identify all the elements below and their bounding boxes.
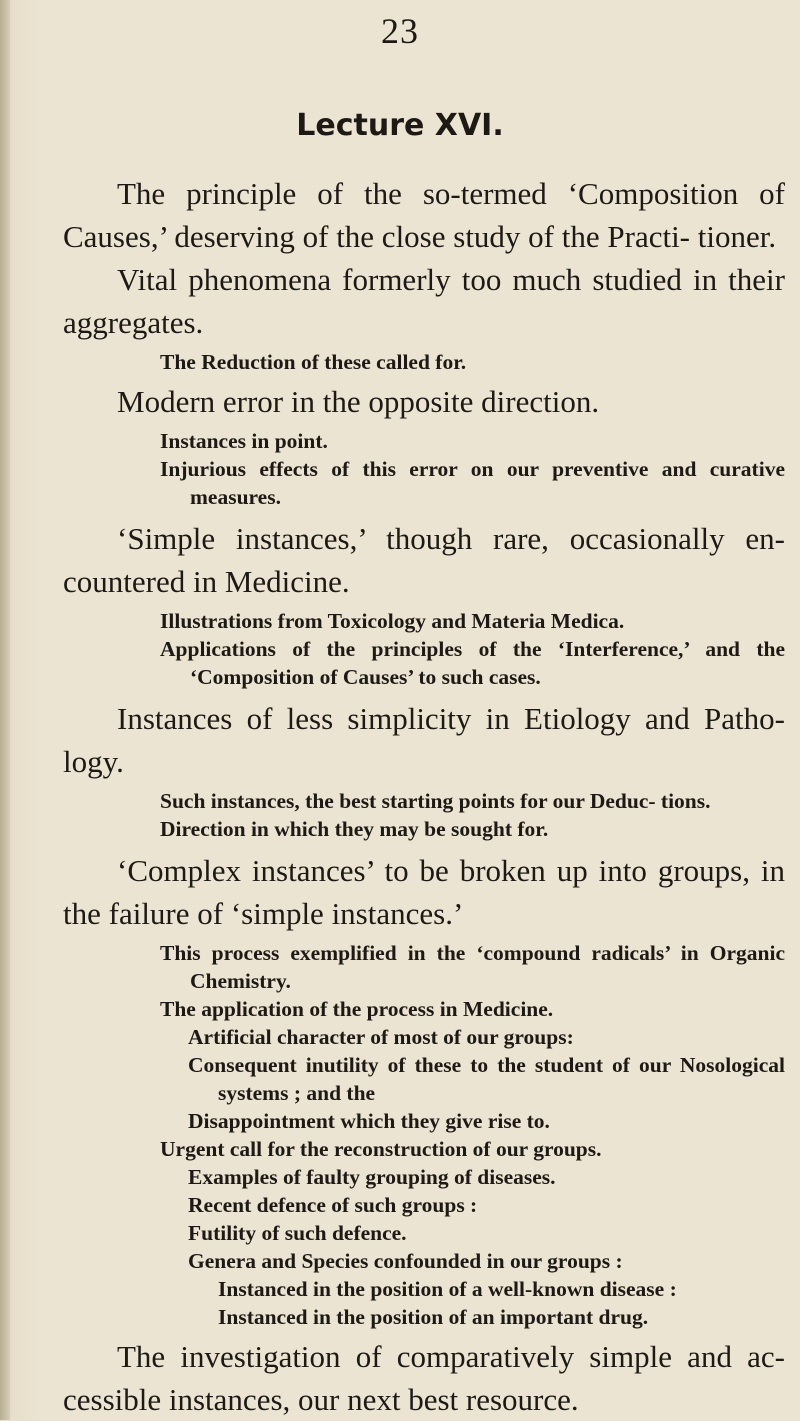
summary-subitem: Applications of the principles of the ‘Interference,’ and the ‘Composition of Causes’ to such cases. [160, 637, 785, 689]
summary-subitem: Disappointment which they give rise to. [188, 1109, 550, 1133]
summary-paragraph: Vital phenomena formerly too much studied in their aggregates. [63, 262, 785, 340]
page-number: 23 [381, 11, 419, 51]
summary-paragraph: The principle of the so-termed ‘Composition of Causes,’ deserving of the close study of the Practi- tioner. [63, 176, 785, 254]
summary-subitem: Such instances, the best starting points for our Deduc- tions. [160, 789, 711, 813]
summary-subitem: Urgent call for the reconstruction of our groups. [160, 1137, 602, 1161]
summary-subitem: Instanced in the position of an important drug. [218, 1305, 649, 1329]
summary-paragraph: Instances of less simplicity in Etiology and Patho- logy. [63, 701, 785, 779]
summary-subitem: Examples of faulty grouping of diseases. [188, 1165, 556, 1189]
summary-subitem: Illustrations from Toxicology and Materia Medica. [160, 609, 625, 633]
summary-subitem: Instanced in the position of a well-known disease : [218, 1277, 677, 1301]
summary-paragraph: The investigation of comparatively simple and ac- cessible instances, our next best resource. [63, 1339, 785, 1417]
summary-subitem: The Reduction of these called for. [160, 350, 467, 374]
summary-subitem: Instances in point. [160, 429, 328, 453]
summary-subitem: Genera and Species confounded in our groups : [188, 1249, 623, 1273]
summary-paragraph: Modern error in the opposite direction. [117, 384, 600, 419]
page-spine-shadow [0, 0, 10, 1420]
lecture-summary [63, 172, 785, 1421]
summary-subitem: Direction in which they may be sought for. [160, 817, 549, 841]
summary-subitem: This process exemplified in the ‘compound radicals’ in Organic Chemistry. [160, 941, 785, 993]
summary-paragraph: ‘Simple instances,’ though rare, occasionally en- countered in Medicine. [63, 521, 785, 599]
lecture-title: Lecture XVI. [296, 108, 504, 143]
summary-subitem: The application of the process in Medicine. [160, 997, 554, 1021]
summary-subitem: Consequent inutility of these to the student of our Nosological systems ; and the [188, 1053, 785, 1105]
summary-paragraph: ‘Complex instances’ to be broken up into groups, in the failure of ‘simple instances.’ [63, 853, 785, 931]
summary-subitem: Artificial character of most of our groups: [188, 1025, 574, 1049]
summary-subitem: Futility of such defence. [188, 1221, 407, 1245]
summary-subitem: Injurious effects of this error on our preventive and curative measures. [160, 457, 785, 509]
summary-subitem: Recent defence of such groups : [188, 1193, 478, 1217]
